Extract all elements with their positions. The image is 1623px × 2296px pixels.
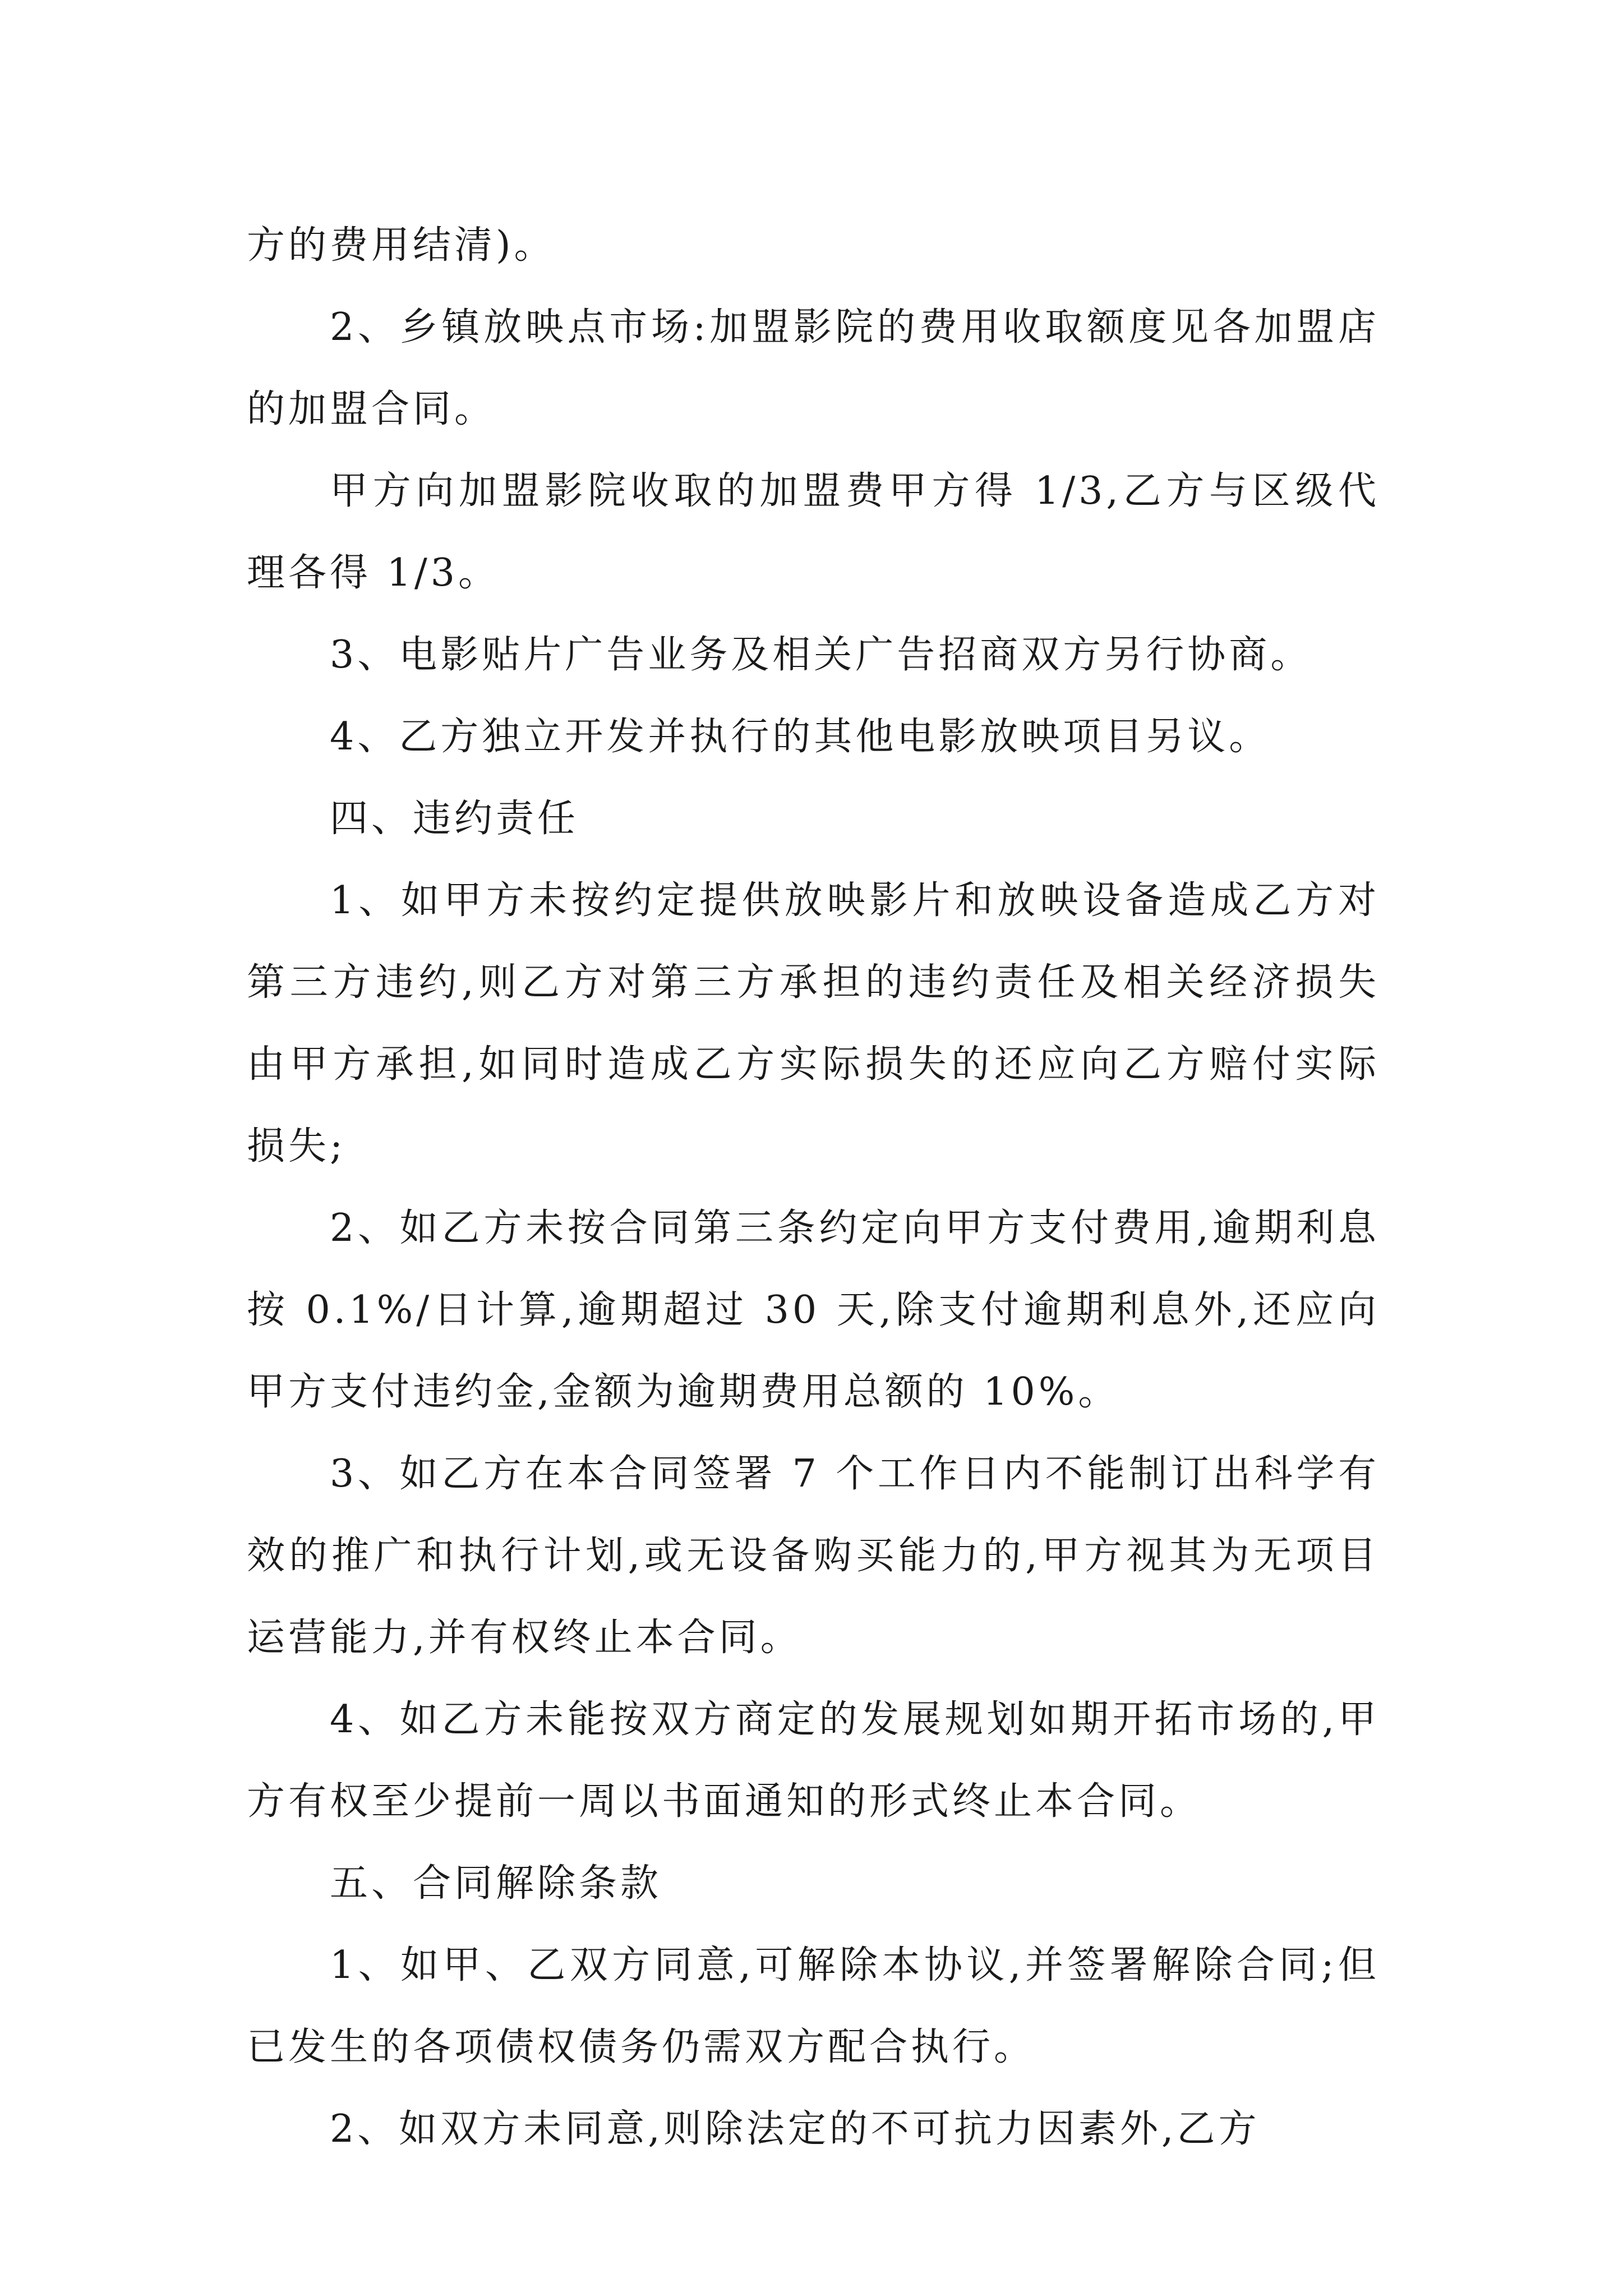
paragraph: 1、如甲、乙双方同意,可解除本协议,并签署解除合同;但已发生的各项债权债务仍需双方配合执行。 — [247, 1943, 1380, 2069]
paragraph: 2、如乙方未按合同第三条约定向甲方支付费用,逾期利息按 0.1%/日计算,逾期超过 30 天,除支付逾期利息外,还应向甲方支付违约金,金额为逾期费用总额的 10%。 — [247, 1206, 1380, 1414]
paragraph: 方的费用结清)。 — [247, 223, 556, 268]
paragraph: 4、如乙方未能按双方商定的发展规划如期开拓市场的,甲方有权至少提前一周以书面通知的形式终止本合同。 — [247, 1697, 1380, 1824]
document-body — [247, 205, 1380, 2170]
paragraph: 甲方向加盟影院收取的加盟费甲方得 1/3,乙方与区级代理各得 1/3。 — [247, 469, 1380, 595]
paragraph: 2、如双方未同意,则除法定的不可抗力因素外,乙方 — [330, 2107, 1260, 2151]
paragraph: 3、如乙方在本合同签署 7 个工作日内不能制订出科学有效的推广和执行计划,或无设备购买能力的,甲方视其为无项目运营能力,并有权终止本合同。 — [247, 1452, 1380, 1660]
paragraph: 2、乡镇放映点市场:加盟影院的费用收取额度见各加盟店的加盟合同。 — [247, 305, 1380, 431]
section-heading: 五、合同解除条款 — [330, 1861, 662, 1906]
paragraph: 4、乙方独立开发并执行的其他电影放映项目另议。 — [330, 715, 1271, 759]
paragraph: 3、电影贴片广告业务及相关广告招商双方另行协商。 — [330, 633, 1312, 677]
paragraph: 1、如甲方未按约定提供放映影片和放映设备造成乙方对第三方违约,则乙方对第三方承担的违约责任及相关经济损失由甲方承担,如同时造成乙方实际损失的还应向乙方赔付实际损失; — [247, 878, 1380, 1168]
section-heading: 四、违约责任 — [330, 797, 579, 841]
